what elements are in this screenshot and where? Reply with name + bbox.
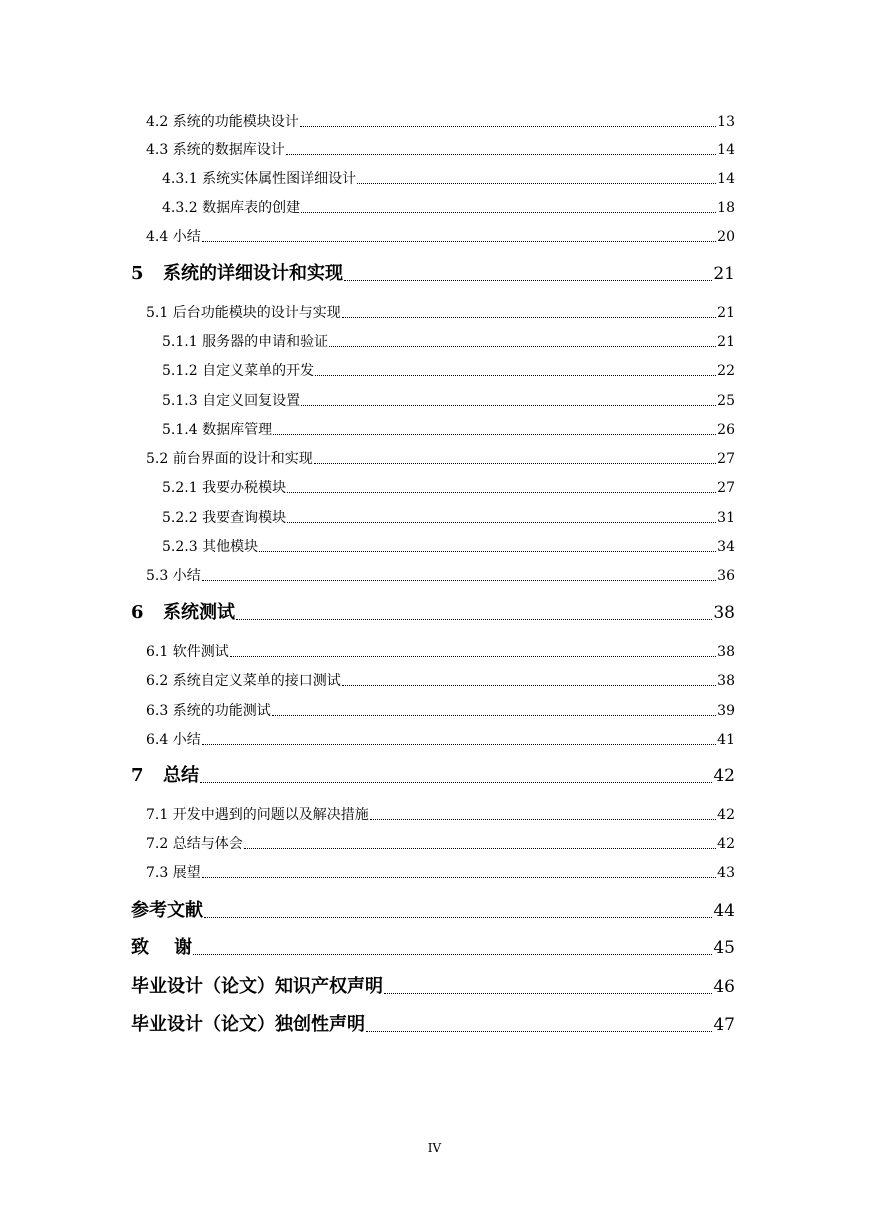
toc-entry-page: 20 xyxy=(717,229,735,245)
leader-dots xyxy=(344,280,712,281)
toc-chapter-title: 毕业设计（论文）独创性声明 xyxy=(131,1014,365,1035)
leader-dots xyxy=(366,1031,712,1032)
toc-entry-page: 39 xyxy=(717,703,735,719)
toc-chapter-page: 45 xyxy=(713,938,735,958)
toc-entry-title: 7.1 开发中遇到的问题以及解决措施 xyxy=(146,807,369,823)
toc-chapter-page: 42 xyxy=(713,766,735,786)
toc-entry[interactable] xyxy=(0,509,735,527)
toc-chapter[interactable] xyxy=(0,1014,735,1036)
toc-entry-page: 27 xyxy=(717,451,735,467)
chapter-title: 系统的详细设计和实现 xyxy=(163,263,343,284)
toc-entry[interactable] xyxy=(0,113,735,131)
toc-entry-title: 4.3.1 系统实体属性图详细设计 xyxy=(162,171,357,187)
toc-entry[interactable] xyxy=(0,479,735,497)
toc-entry-title: 6.4 小结 xyxy=(146,732,201,748)
toc-entry-page: 21 xyxy=(717,334,735,350)
leader-dots xyxy=(202,241,716,242)
toc-entry-title: 5.2.2 我要查询模块 xyxy=(162,510,287,526)
leader-dots xyxy=(287,492,716,493)
toc-entry[interactable] xyxy=(0,450,735,468)
toc-entry[interactable] xyxy=(0,362,735,380)
chapter-number: 5 xyxy=(131,263,144,284)
toc-chapter[interactable] xyxy=(0,263,735,285)
leader-dots xyxy=(204,917,712,918)
toc-entry-title: 6.1 软件测试 xyxy=(146,644,229,660)
toc-entry-title: 5.2.3 其他模块 xyxy=(162,539,259,555)
chapter-title: 总结 xyxy=(163,765,199,786)
toc-entry-title: 5.2.1 我要办税模块 xyxy=(162,480,287,496)
leader-dots xyxy=(342,317,716,318)
leader-dots xyxy=(314,463,716,464)
toc-chapter-title: 致 谢 xyxy=(131,937,193,958)
toc-entry-page: 27 xyxy=(717,480,735,496)
toc-entry-page: 43 xyxy=(717,865,735,881)
toc-chapter-page: 47 xyxy=(713,1015,735,1035)
toc-entry[interactable] xyxy=(0,672,735,690)
toc-entry[interactable] xyxy=(0,170,735,188)
leader-dots xyxy=(272,715,716,716)
toc-entry-page: 31 xyxy=(717,510,735,526)
leader-dots xyxy=(193,954,712,955)
toc-entry-page: 42 xyxy=(717,807,735,823)
toc-entry-title: 7.2 总结与体会 xyxy=(146,836,243,852)
toc-entry-page: 21 xyxy=(717,305,735,321)
leader-dots xyxy=(329,346,716,347)
toc-chapter-page: 44 xyxy=(713,901,735,921)
toc-entry[interactable] xyxy=(0,421,735,439)
toc-entry[interactable] xyxy=(0,228,735,246)
toc-entry[interactable] xyxy=(0,731,735,749)
toc-chapter[interactable] xyxy=(0,900,735,922)
toc-entry[interactable] xyxy=(0,141,735,159)
leader-dots xyxy=(244,848,716,849)
toc-entry-title: 4.2 系统的功能模块设计 xyxy=(146,114,299,130)
leader-dots xyxy=(200,782,712,783)
toc-entry-title: 5.1.1 服务器的申请和验证 xyxy=(162,334,329,350)
toc-chapter-title: 毕业设计（论文）知识产权声明 xyxy=(131,976,383,997)
leader-dots xyxy=(202,744,716,745)
leader-dots xyxy=(202,580,716,581)
chapter-title: 系统测试 xyxy=(163,602,235,623)
leader-dots xyxy=(202,877,716,878)
toc-entry[interactable] xyxy=(0,199,735,217)
leader-dots xyxy=(342,685,716,686)
toc-entry-title: 6.3 系统的功能测试 xyxy=(146,703,271,719)
toc-chapter-page: 38 xyxy=(713,603,735,623)
toc-entry-page: 22 xyxy=(717,363,735,379)
toc-chapter-title xyxy=(131,263,343,285)
toc-chapter[interactable] xyxy=(0,602,735,624)
leader-dots xyxy=(301,212,716,213)
toc-entry-title: 7.3 展望 xyxy=(146,865,201,881)
toc-entry-page: 14 xyxy=(717,142,735,158)
toc-entry[interactable] xyxy=(0,835,735,853)
toc-chapter[interactable] xyxy=(0,937,735,959)
toc-chapter-title xyxy=(131,765,199,787)
toc-chapter[interactable] xyxy=(0,765,735,787)
toc-entry[interactable] xyxy=(0,567,735,585)
toc-entry-title: 5.1 后台功能模块的设计与实现 xyxy=(146,305,341,321)
toc-chapter-page: 46 xyxy=(713,977,735,997)
toc-entry-page: 38 xyxy=(717,644,735,660)
toc-entry[interactable] xyxy=(0,702,735,720)
toc-entry-page: 38 xyxy=(717,673,735,689)
toc-entry-title: 4.3 系统的数据库设计 xyxy=(146,142,285,158)
page-number: IV xyxy=(427,1141,442,1155)
toc-entry[interactable] xyxy=(0,643,735,661)
leader-dots xyxy=(230,656,716,657)
toc-entry[interactable] xyxy=(0,333,735,351)
toc-entry-title: 5.1.4 数据库管理 xyxy=(162,422,273,438)
toc-entry-page: 42 xyxy=(717,836,735,852)
toc-chapter-title: 参考文献 xyxy=(131,900,203,921)
chapter-number: 7 xyxy=(131,765,144,786)
toc-chapter-title xyxy=(131,602,235,624)
toc-entry-title: 5.1.2 自定义菜单的开发 xyxy=(162,363,315,379)
leader-dots xyxy=(287,522,716,523)
toc-entry-title: 5.1.3 自定义回复设置 xyxy=(162,393,301,409)
leader-dots xyxy=(301,405,716,406)
leader-dots xyxy=(370,819,716,820)
toc-chapter[interactable] xyxy=(0,976,735,998)
toc-entry-page: 36 xyxy=(717,568,735,584)
leader-dots xyxy=(259,551,716,552)
toc-entry-page: 14 xyxy=(717,171,735,187)
leader-dots xyxy=(315,375,716,376)
toc-entry-page: 13 xyxy=(717,114,735,130)
leader-dots xyxy=(384,993,712,994)
leader-dots xyxy=(357,183,716,184)
toc-entry-title: 5.2 前台界面的设计和实现 xyxy=(146,451,313,467)
toc-entry-page: 26 xyxy=(717,422,735,438)
leader-dots xyxy=(273,434,716,435)
toc-entry[interactable] xyxy=(0,538,735,556)
chapter-number: 6 xyxy=(131,602,144,623)
leader-dots xyxy=(236,619,712,620)
toc-entry-title: 5.3 小结 xyxy=(146,568,201,584)
toc-entry[interactable] xyxy=(0,392,735,410)
toc-entry[interactable] xyxy=(0,806,735,824)
toc-entry-page: 18 xyxy=(717,200,735,216)
leader-dots xyxy=(300,126,716,127)
toc-chapter-page: 21 xyxy=(713,264,735,284)
toc-entry-page: 25 xyxy=(717,393,735,409)
toc-entry-page: 34 xyxy=(717,539,735,555)
toc-entry[interactable] xyxy=(0,304,735,322)
toc-entry-title: 4.4 小结 xyxy=(146,229,201,245)
toc-entry-title: 6.2 系统自定义菜单的接口测试 xyxy=(146,673,341,689)
toc-entry-page: 41 xyxy=(717,732,735,748)
leader-dots xyxy=(286,154,716,155)
toc-entry[interactable] xyxy=(0,864,735,882)
toc-entry-title: 4.3.2 数据库表的创建 xyxy=(162,200,301,216)
